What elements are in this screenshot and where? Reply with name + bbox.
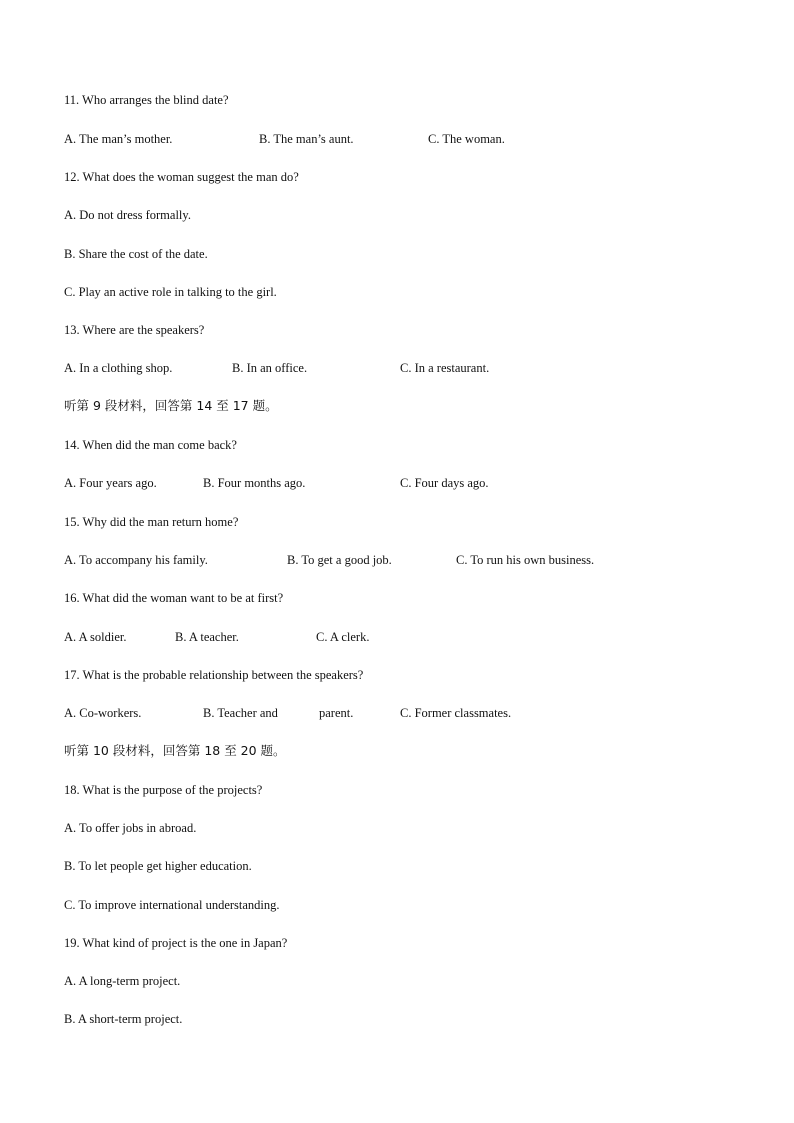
q13-option-a: A. In a clothing shop. bbox=[64, 361, 173, 375]
q13-question: 13. Where are the speakers? bbox=[64, 323, 205, 337]
section-heading-9: 听第 9 段材料，回答第 14 至 17 题。 bbox=[64, 398, 278, 413]
q17-option-b: B. Teacher and bbox=[203, 706, 278, 720]
q14-option-a: A. Four years ago. bbox=[64, 476, 157, 490]
q16-option-c: C. A clerk. bbox=[316, 630, 370, 644]
q18-option-b: B. To let people get higher education. bbox=[64, 859, 252, 873]
q17-question: 17. What is the probable relationship between the speakers? bbox=[64, 668, 364, 682]
q12-option-c: C. Play an active role in talking to the girl. bbox=[64, 285, 277, 299]
q12-option-b: B. Share the cost of the date. bbox=[64, 247, 208, 261]
q11-question: 11. Who arranges the blind date? bbox=[64, 93, 229, 107]
q11-option-b: B. The man’s aunt. bbox=[259, 132, 354, 146]
q13-option-c: C. In a restaurant. bbox=[400, 361, 490, 375]
q11-option-c: C. The woman. bbox=[428, 132, 505, 146]
q15-option-c: C. To run his own business. bbox=[456, 553, 595, 567]
q18-question: 18. What is the purpose of the projects? bbox=[64, 783, 263, 797]
q13-option-b: B. In an office. bbox=[232, 361, 308, 375]
q19-option-a: A. A long-term project. bbox=[64, 974, 181, 988]
q15-option-a: A. To accompany his family. bbox=[64, 553, 208, 567]
q16-question: 16. What did the woman want to be at first? bbox=[64, 591, 284, 605]
q16-option-b: B. A teacher. bbox=[175, 630, 239, 644]
q17-option-b-cont: parent. bbox=[319, 706, 354, 720]
q19-option-b: B. A short-term project. bbox=[64, 1012, 183, 1026]
q15-question: 15. Why did the man return home? bbox=[64, 515, 239, 529]
section-heading-10: 听第 10 段材料，回答第 18 至 20 题。 bbox=[64, 743, 286, 758]
q18-option-a: A. To offer jobs in abroad. bbox=[64, 821, 197, 835]
q12-question: 12. What does the woman suggest the man do? bbox=[64, 170, 299, 184]
q16-option-a: A. A soldier. bbox=[64, 630, 127, 644]
q12-option-a: A. Do not dress formally. bbox=[64, 208, 191, 222]
q17-option-c: C. Former classmates. bbox=[400, 706, 512, 720]
q19-question: 19. What kind of project is the one in Japan? bbox=[64, 936, 288, 950]
q15-option-b: B. To get a good job. bbox=[287, 553, 392, 567]
q14-option-c: C. Four days ago. bbox=[400, 476, 489, 490]
q11-option-a: A. The man’s mother. bbox=[64, 132, 173, 146]
q14-option-b: B. Four months ago. bbox=[203, 476, 306, 490]
q17-option-a: A. Co-workers. bbox=[64, 706, 142, 720]
q18-option-c: C. To improve international understanding. bbox=[64, 898, 280, 912]
q14-question: 14. When did the man come back? bbox=[64, 438, 237, 452]
